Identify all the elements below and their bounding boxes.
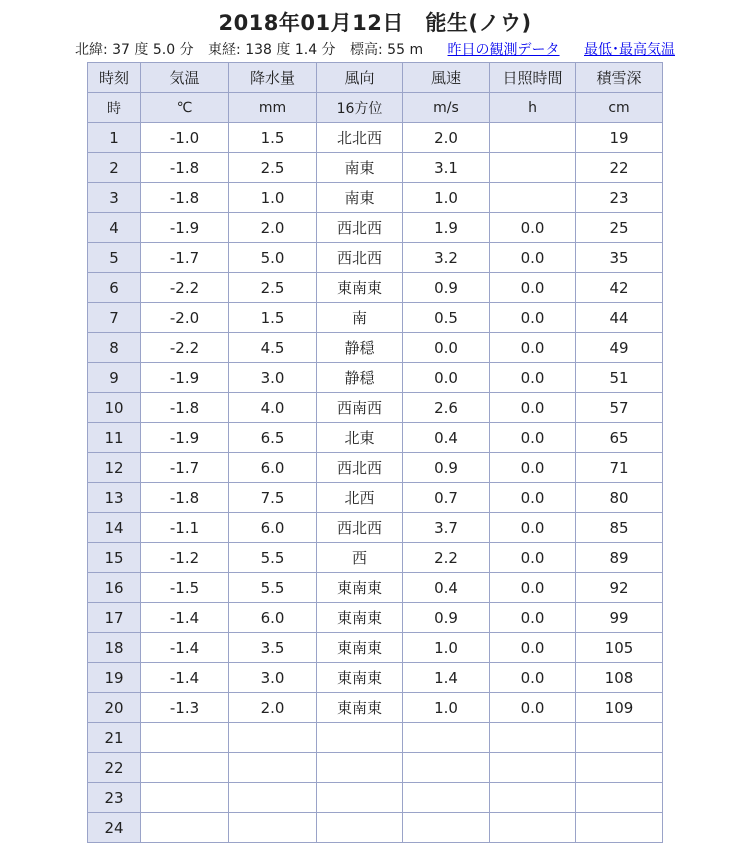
hour-cell: 9 [88, 363, 141, 393]
table-row [88, 543, 663, 573]
cell-precipitation [229, 753, 317, 783]
header-row [88, 63, 663, 93]
cell-snow-depth: 99 [576, 603, 663, 633]
column-header-sunshine: 日照時間 [490, 63, 576, 93]
cell-temperature: -1.8 [141, 183, 229, 213]
hour-cell: 13 [88, 483, 141, 513]
hour-cell: 12 [88, 453, 141, 483]
cell-sunshine [490, 753, 576, 783]
hour-cell: 11 [88, 423, 141, 453]
cell-precipitation: 4.5 [229, 333, 317, 363]
cell-wind-speed: 0.9 [403, 453, 490, 483]
cell-sunshine [490, 723, 576, 753]
cell-precipitation [229, 813, 317, 843]
cell-sunshine: 0.0 [490, 483, 576, 513]
cell-precipitation: 7.5 [229, 483, 317, 513]
cell-wind-direction [317, 813, 403, 843]
cell-wind-direction: 西北西 [317, 513, 403, 543]
cell-sunshine [490, 183, 576, 213]
cell-sunshine: 0.0 [490, 333, 576, 363]
cell-wind-direction: 南東 [317, 183, 403, 213]
cell-snow-depth: 65 [576, 423, 663, 453]
cell-wind-speed [403, 783, 490, 813]
hour-cell: 10 [88, 393, 141, 423]
cell-precipitation: 6.0 [229, 603, 317, 633]
column-header-precipitation: 降水量 [229, 63, 317, 93]
table-row [88, 273, 663, 303]
cell-wind-direction: 東南東 [317, 693, 403, 723]
cell-wind-speed: 1.0 [403, 633, 490, 663]
cell-precipitation: 3.5 [229, 633, 317, 663]
column-header-wind-direction: 風向 [317, 63, 403, 93]
latitude: 北緯: 37 度 5.0 分 [74, 42, 194, 58]
column-unit-wind-direction: 16方位 [317, 93, 403, 123]
cell-wind-speed: 0.0 [403, 363, 490, 393]
table-row [88, 153, 663, 183]
cell-sunshine: 0.0 [490, 663, 576, 693]
page-title: 2018年01月12日 能生(ノウ) [218, 11, 532, 35]
cell-precipitation: 3.0 [229, 363, 317, 393]
cell-snow-depth: 109 [576, 693, 663, 723]
cell-sunshine [490, 813, 576, 843]
cell-sunshine [490, 153, 576, 183]
cell-wind-direction: 西 [317, 543, 403, 573]
column-unit-wind-speed: m/s [403, 93, 490, 123]
cell-temperature: -1.3 [141, 693, 229, 723]
cell-wind-direction: 西南西 [317, 393, 403, 423]
elevation: 標高: 55 m [350, 42, 424, 58]
table-body [88, 123, 663, 843]
cell-sunshine: 0.0 [490, 453, 576, 483]
cell-temperature: -1.8 [141, 483, 229, 513]
column-unit-sunshine: h [490, 93, 576, 123]
cell-wind-speed: 3.2 [403, 243, 490, 273]
cell-temperature: -1.8 [141, 153, 229, 183]
hour-cell: 4 [88, 213, 141, 243]
cell-precipitation [229, 783, 317, 813]
cell-sunshine: 0.0 [490, 573, 576, 603]
cell-sunshine: 0.0 [490, 543, 576, 573]
hour-cell: 6 [88, 273, 141, 303]
hour-cell: 24 [88, 813, 141, 843]
cell-precipitation: 5.5 [229, 543, 317, 573]
cell-snow-depth: 80 [576, 483, 663, 513]
table-row [88, 603, 663, 633]
cell-temperature: -1.7 [141, 243, 229, 273]
cell-temperature: -1.9 [141, 363, 229, 393]
cell-sunshine [490, 783, 576, 813]
cell-wind-speed: 1.0 [403, 183, 490, 213]
cell-sunshine: 0.0 [490, 213, 576, 243]
unit-row [88, 93, 663, 123]
cell-snow-depth: 85 [576, 513, 663, 543]
cell-precipitation: 1.5 [229, 123, 317, 153]
cell-wind-speed: 0.4 [403, 573, 490, 603]
hour-cell: 22 [88, 753, 141, 783]
table-row [88, 393, 663, 423]
column-unit-time: 時 [88, 93, 141, 123]
cell-wind-direction: 西北西 [317, 213, 403, 243]
column-header-wind-speed: 風速 [403, 63, 490, 93]
cell-temperature [141, 783, 229, 813]
cell-temperature: -1.4 [141, 603, 229, 633]
cell-precipitation: 6.5 [229, 423, 317, 453]
cell-precipitation: 1.5 [229, 303, 317, 333]
cell-temperature: -1.4 [141, 633, 229, 663]
cell-temperature: -1.8 [141, 393, 229, 423]
yesterday-data-link[interactable]: 昨日の観測データ [447, 42, 560, 58]
cell-wind-direction [317, 783, 403, 813]
cell-wind-direction: 北西 [317, 483, 403, 513]
cell-wind-direction: 東南東 [317, 633, 403, 663]
hour-cell: 19 [88, 663, 141, 693]
table-row [88, 213, 663, 243]
table-row [88, 243, 663, 273]
cell-snow-depth: 71 [576, 453, 663, 483]
cell-sunshine: 0.0 [490, 423, 576, 453]
cell-precipitation: 2.5 [229, 153, 317, 183]
table-row [88, 783, 663, 813]
cell-temperature: -2.2 [141, 273, 229, 303]
cell-wind-speed: 2.6 [403, 393, 490, 423]
cell-wind-speed: 3.1 [403, 153, 490, 183]
column-unit-snow-depth: cm [576, 93, 663, 123]
cell-sunshine: 0.0 [490, 513, 576, 543]
hour-cell: 23 [88, 783, 141, 813]
cell-temperature [141, 723, 229, 753]
cell-snow-depth: 57 [576, 393, 663, 423]
hour-cell: 8 [88, 333, 141, 363]
cell-wind-direction: 東南東 [317, 573, 403, 603]
cell-snow-depth: 22 [576, 153, 663, 183]
hour-cell: 21 [88, 723, 141, 753]
cell-snow-depth: 49 [576, 333, 663, 363]
cell-precipitation [229, 723, 317, 753]
cell-temperature: -1.7 [141, 453, 229, 483]
column-unit-temperature: ℃ [141, 93, 229, 123]
cell-snow-depth [576, 783, 663, 813]
cell-wind-speed: 1.4 [403, 663, 490, 693]
cell-precipitation: 2.5 [229, 273, 317, 303]
table-row [88, 813, 663, 843]
cell-precipitation: 4.0 [229, 393, 317, 423]
cell-temperature [141, 813, 229, 843]
cell-temperature: -1.0 [141, 123, 229, 153]
cell-snow-depth [576, 753, 663, 783]
table-row [88, 693, 663, 723]
cell-snow-depth: 25 [576, 213, 663, 243]
cell-wind-speed: 1.0 [403, 693, 490, 723]
cell-wind-direction: 南東 [317, 153, 403, 183]
cell-wind-speed: 2.2 [403, 543, 490, 573]
cell-snow-depth: 23 [576, 183, 663, 213]
cell-sunshine: 0.0 [490, 633, 576, 663]
cell-wind-direction: 東南東 [317, 273, 403, 303]
cell-wind-speed: 0.5 [403, 303, 490, 333]
cell-wind-direction [317, 753, 403, 783]
cell-wind-direction: 東南東 [317, 663, 403, 693]
cell-sunshine: 0.0 [490, 363, 576, 393]
cell-sunshine [490, 123, 576, 153]
table-row [88, 123, 663, 153]
cell-wind-speed: 2.0 [403, 123, 490, 153]
table-row [88, 423, 663, 453]
table-row [88, 753, 663, 783]
table-row [88, 513, 663, 543]
station-info [0, 38, 750, 62]
cell-sunshine: 0.0 [490, 273, 576, 303]
cell-wind-direction: 西北西 [317, 453, 403, 483]
hour-cell: 14 [88, 513, 141, 543]
cell-wind-speed [403, 753, 490, 783]
min-max-temperature-link[interactable]: 最低･最高気温 [584, 42, 675, 58]
cell-precipitation: 3.0 [229, 663, 317, 693]
table-row [88, 363, 663, 393]
cell-precipitation: 6.0 [229, 513, 317, 543]
cell-wind-direction: 北東 [317, 423, 403, 453]
cell-snow-depth: 42 [576, 273, 663, 303]
cell-snow-depth [576, 813, 663, 843]
longitude: 東経: 138 度 1.4 分 [208, 42, 336, 58]
table-row [88, 453, 663, 483]
cell-wind-direction: 静穏 [317, 363, 403, 393]
table-row [88, 573, 663, 603]
cell-wind-speed: 1.9 [403, 213, 490, 243]
cell-snow-depth: 35 [576, 243, 663, 273]
cell-temperature: -1.9 [141, 213, 229, 243]
cell-wind-speed [403, 723, 490, 753]
cell-snow-depth: 105 [576, 633, 663, 663]
cell-snow-depth: 108 [576, 663, 663, 693]
hour-cell: 5 [88, 243, 141, 273]
column-unit-precipitation: mm [229, 93, 317, 123]
cell-wind-direction: 静穏 [317, 333, 403, 363]
observation-table [87, 62, 663, 843]
cell-temperature: -1.4 [141, 663, 229, 693]
hour-cell: 1 [88, 123, 141, 153]
cell-snow-depth: 19 [576, 123, 663, 153]
cell-precipitation: 2.0 [229, 693, 317, 723]
cell-sunshine: 0.0 [490, 603, 576, 633]
table-row [88, 633, 663, 663]
cell-temperature: -1.5 [141, 573, 229, 603]
hour-cell: 2 [88, 153, 141, 183]
cell-wind-speed: 0.7 [403, 483, 490, 513]
table-row [88, 333, 663, 363]
hour-cell: 3 [88, 183, 141, 213]
hour-cell: 7 [88, 303, 141, 333]
cell-temperature: -2.0 [141, 303, 229, 333]
hour-cell: 17 [88, 603, 141, 633]
cell-sunshine: 0.0 [490, 243, 576, 273]
column-header-snow-depth: 積雪深 [576, 63, 663, 93]
cell-precipitation: 5.5 [229, 573, 317, 603]
cell-precipitation: 6.0 [229, 453, 317, 483]
cell-temperature: -1.1 [141, 513, 229, 543]
hour-cell: 20 [88, 693, 141, 723]
cell-wind-direction: 南 [317, 303, 403, 333]
cell-temperature: -1.2 [141, 543, 229, 573]
table-row [88, 483, 663, 513]
hour-cell: 18 [88, 633, 141, 663]
cell-wind-speed: 0.4 [403, 423, 490, 453]
cell-sunshine: 0.0 [490, 393, 576, 423]
cell-wind-direction: 東南東 [317, 603, 403, 633]
hour-cell: 15 [88, 543, 141, 573]
cell-wind-speed: 0.9 [403, 273, 490, 303]
column-header-time: 時刻 [88, 63, 141, 93]
cell-temperature [141, 753, 229, 783]
cell-snow-depth: 89 [576, 543, 663, 573]
table-row [88, 663, 663, 693]
cell-wind-direction: 西北西 [317, 243, 403, 273]
cell-wind-speed: 3.7 [403, 513, 490, 543]
cell-sunshine: 0.0 [490, 693, 576, 723]
cell-temperature: -1.9 [141, 423, 229, 453]
column-header-temperature: 気温 [141, 63, 229, 93]
cell-precipitation: 2.0 [229, 213, 317, 243]
cell-snow-depth: 51 [576, 363, 663, 393]
cell-temperature: -2.2 [141, 333, 229, 363]
table-row [88, 183, 663, 213]
cell-snow-depth [576, 723, 663, 753]
cell-precipitation: 1.0 [229, 183, 317, 213]
cell-precipitation: 5.0 [229, 243, 317, 273]
hour-cell: 16 [88, 573, 141, 603]
cell-wind-speed: 0.0 [403, 333, 490, 363]
cell-wind-direction: 北北西 [317, 123, 403, 153]
table-row [88, 723, 663, 753]
table-row [88, 303, 663, 333]
cell-wind-direction [317, 723, 403, 753]
cell-wind-speed [403, 813, 490, 843]
cell-sunshine: 0.0 [490, 303, 576, 333]
cell-snow-depth: 44 [576, 303, 663, 333]
cell-snow-depth: 92 [576, 573, 663, 603]
cell-wind-speed: 0.9 [403, 603, 490, 633]
